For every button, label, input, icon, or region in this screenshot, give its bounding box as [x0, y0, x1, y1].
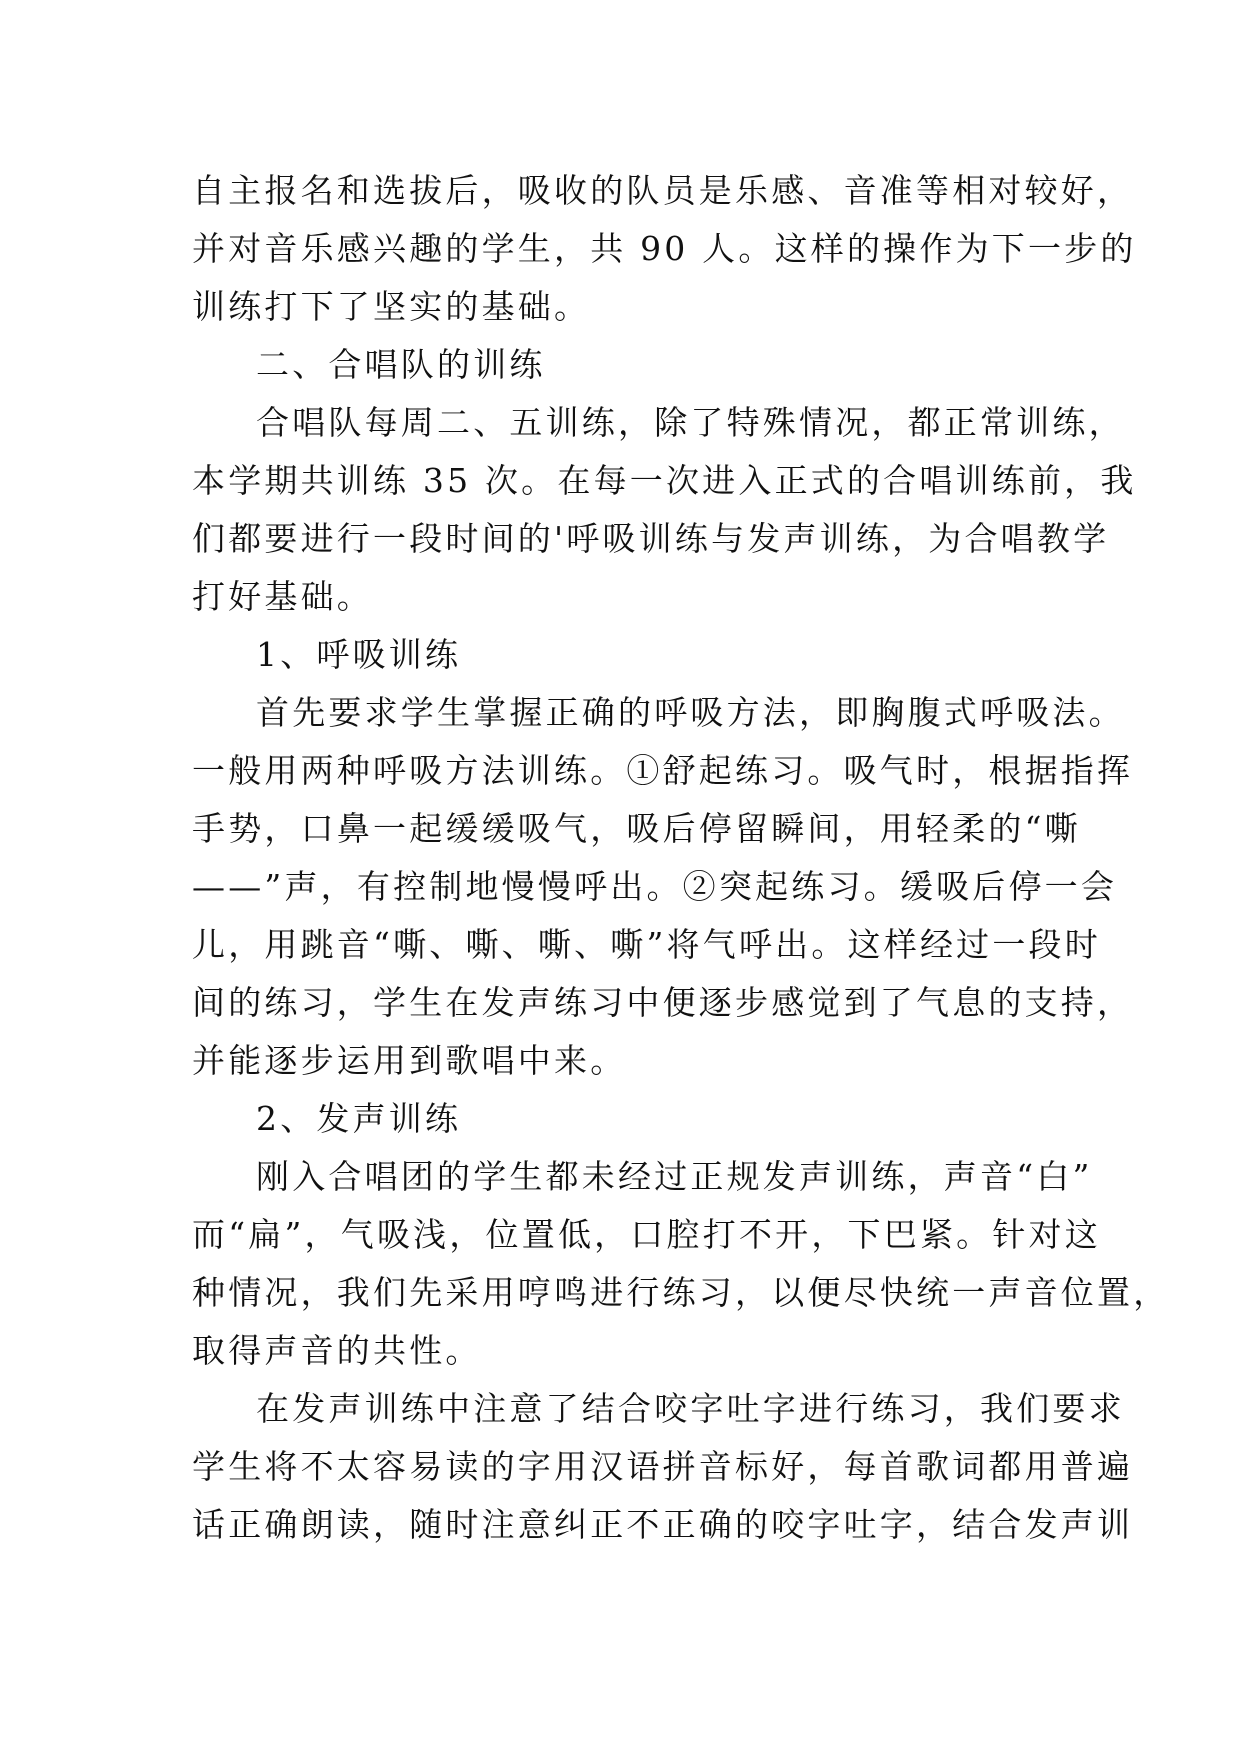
- text-line: 间的练习，学生在发声练习中便逐步感觉到了气息的支持，: [192, 983, 1134, 1022]
- text-line: 在发声训练中注意了结合咬字吐字进行练习，我们要求: [256, 1389, 1125, 1428]
- text-line: 们都要进行一段时间的'呼吸训练与发声训练，为合唱教学: [192, 519, 1110, 558]
- text-line: ——”声，有控制地慢慢呼出。②突起练习。缓吸后停一会: [192, 867, 1118, 906]
- text-line: 首先要求学生掌握正确的呼吸方法，即胸腹式呼吸法。: [256, 693, 1125, 732]
- text-line: 刚入合唱团的学生都未经过正规发声训练，声音“白”: [256, 1157, 1093, 1196]
- text-line: 一般用两种呼吸方法训练。①舒起练习。吸气时，根据指挥: [192, 751, 1134, 790]
- text-line: 手势，口鼻一起缓缓吸气，吸后停留瞬间，用轻柔的“嘶: [192, 809, 1081, 848]
- text-line: 本学期共训练 35 次。在每一次进入正式的合唱训练前，我: [192, 461, 1137, 500]
- subsection-heading: 2、发声训练: [256, 1099, 462, 1138]
- text-line: 种情况，我们先采用哼鸣进行练习，以便尽快统一声音位置，: [192, 1273, 1170, 1312]
- document-body: [192, 162, 1170, 1554]
- text-line: 自主报名和选拔后，吸收的队员是乐感、音准等相对较好，: [192, 171, 1134, 210]
- text-line: 话正确朗读，随时注意纠正不正确的咬字吐字，结合发声训: [192, 1505, 1134, 1544]
- text-line: 并能逐步运用到歌唱中来。: [192, 1041, 627, 1080]
- text-line: 取得声音的共性。: [192, 1331, 482, 1370]
- section-heading: 二、合唱队的训练: [256, 345, 546, 384]
- text-line: 打好基础。: [192, 577, 373, 616]
- text-line: 儿，用跳音“嘶、嘶、嘶、嘶”将气呼出。这样经过一段时: [192, 925, 1101, 964]
- subsection-heading: 1、呼吸训练: [256, 635, 462, 674]
- text-line: 学生将不太容易读的字用汉语拼音标好，每首歌词都用普遍: [192, 1447, 1134, 1486]
- text-line: 而“扁”，气吸浅，位置低，口腔打不开，下巴紧。针对这: [192, 1215, 1101, 1254]
- text-line: 合唱队每周二、五训练，除了特殊情况，都正常训练，: [256, 403, 1125, 442]
- text-line: 训练打下了坚实的基础。: [192, 287, 591, 326]
- text-line: 并对音乐感兴趣的学生，共 90 人。这样的操作为下一步的: [192, 229, 1137, 268]
